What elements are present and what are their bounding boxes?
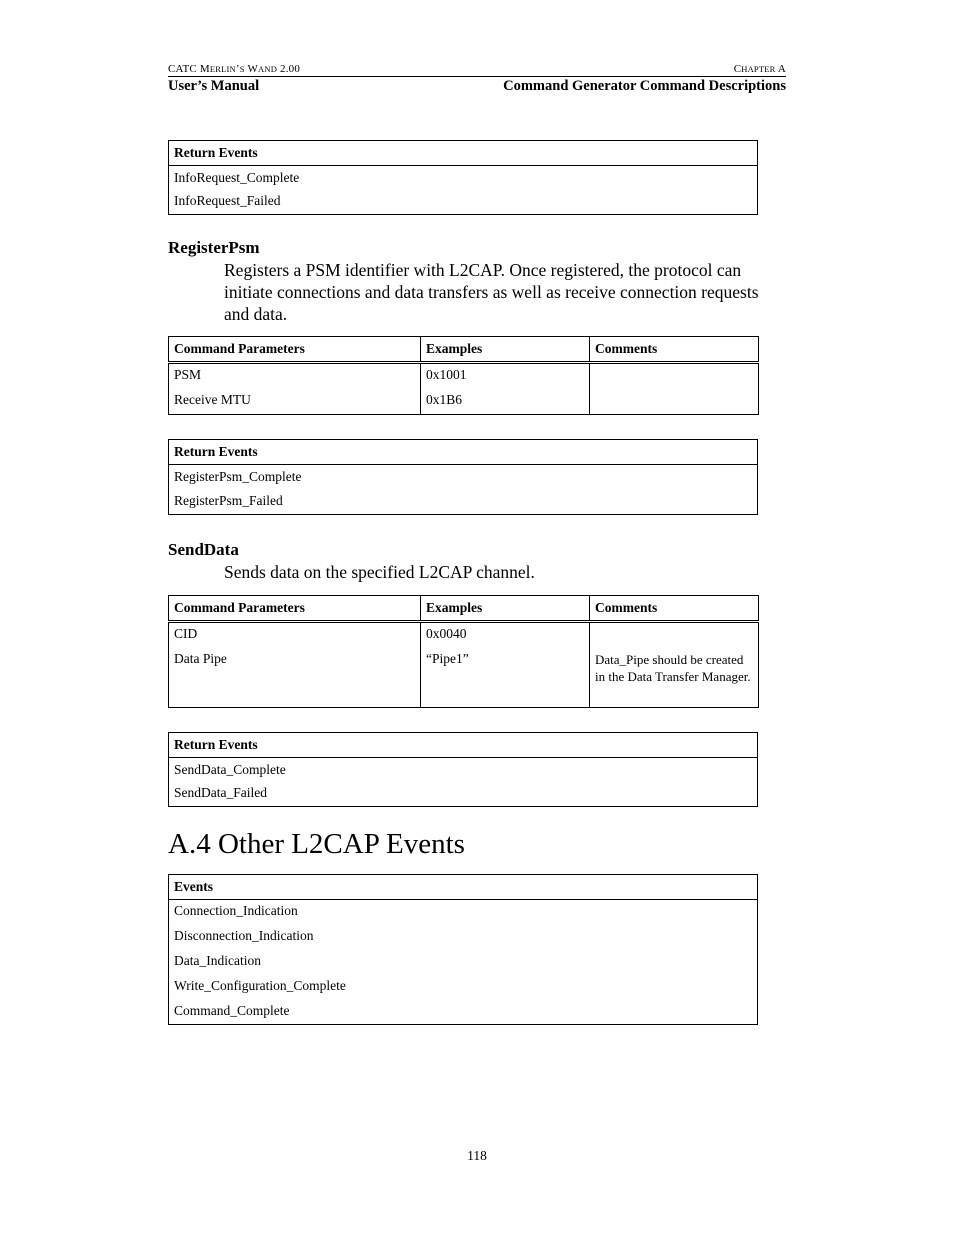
table-header: Return Events xyxy=(169,141,758,166)
inforequest-return-events-table xyxy=(168,140,758,215)
table-cell: Receive MTU xyxy=(174,392,251,407)
table-cell: Data Pipe xyxy=(174,651,227,666)
table-row: Write_Configuration_Complete xyxy=(174,978,346,993)
senddata-params-table xyxy=(168,595,759,708)
page-number: 118 xyxy=(467,1148,487,1163)
table-cell: CID xyxy=(174,626,198,641)
table-cell xyxy=(590,363,759,390)
table-row: Data_Indication xyxy=(174,953,261,968)
table-row: RegisterPsm_Complete xyxy=(174,469,302,484)
table-header: Comments xyxy=(590,337,759,363)
table-cell xyxy=(590,389,759,415)
table-row: InfoRequest_Failed xyxy=(174,193,281,208)
table-row: RegisterPsm_Failed xyxy=(174,493,283,508)
table-header: Events xyxy=(169,875,758,900)
table-row: Connection_Indication xyxy=(174,903,298,918)
table-cell xyxy=(590,622,759,649)
table-cell: 0x1B6 xyxy=(421,389,590,415)
command-description-senddata: Sends data on the specified L2CAP channel. xyxy=(224,562,535,582)
command-title-registerpsm: RegisterPsm xyxy=(168,238,260,257)
registerpsm-params-table xyxy=(168,336,759,415)
table-header: Comments xyxy=(590,596,759,622)
table-header: Return Events xyxy=(169,440,758,465)
table-row: SendData_Complete xyxy=(174,762,286,777)
table-cell: 0x0040 xyxy=(421,622,590,649)
header-chapter: CHAPTER A xyxy=(733,63,786,75)
header-manual-title: User’s Manual xyxy=(168,78,260,94)
header-rule xyxy=(168,76,786,77)
header-product: CATC MERLIN’S WAND 2.00 xyxy=(168,63,301,75)
table-header: Examples xyxy=(421,596,590,622)
table-row: InfoRequest_Complete xyxy=(174,170,300,185)
table-header: Return Events xyxy=(169,733,758,758)
table-header: Command Parameters xyxy=(169,337,421,363)
senddata-return-events-table xyxy=(168,732,758,807)
table-row: Disconnection_Indication xyxy=(174,928,314,943)
table-row: Command_Complete xyxy=(174,1003,290,1018)
other-events-table xyxy=(168,874,758,1025)
command-title-senddata: SendData xyxy=(168,540,239,559)
table-row: SendData_Failed xyxy=(174,785,267,800)
command-description-registerpsm: Registers a PSM identifier with L2CAP. Once registered, the protocol can initiate connections and data transfers as well as receive connection requests and data. xyxy=(224,260,759,324)
table-cell: “Pipe1” xyxy=(421,648,590,708)
section-heading: A.4 Other L2CAP Events xyxy=(168,828,465,860)
header-section-title: Command Generator Command Descriptions xyxy=(503,78,786,94)
table-header: Examples xyxy=(421,337,590,363)
table-header: Command Parameters xyxy=(169,596,421,622)
registerpsm-return-events-table xyxy=(168,439,758,515)
table-cell: Data_Pipe should be created in the Data Transfer Manager. xyxy=(590,648,759,708)
table-cell: PSM xyxy=(174,367,202,382)
table-cell: 0x1001 xyxy=(421,363,590,390)
